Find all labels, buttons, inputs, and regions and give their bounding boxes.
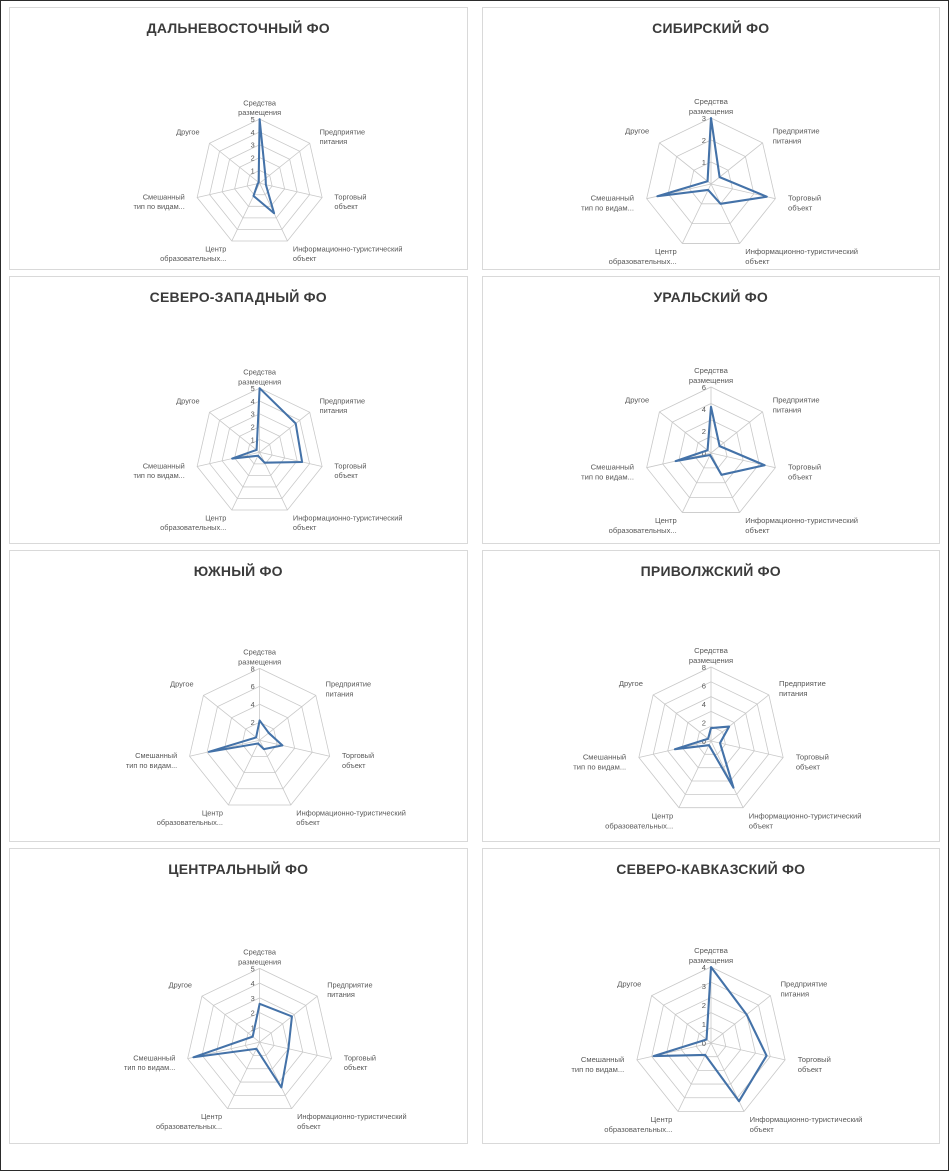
radar-axis-label: Центр образовательных... bbox=[156, 808, 223, 828]
radar-axis-label: Другое bbox=[168, 980, 193, 990]
radar-axis-label: Информационно-туристический объект bbox=[292, 513, 403, 533]
radial-tick-label: 1 bbox=[250, 435, 255, 445]
radar-axis-label: Средства размещения bbox=[689, 946, 734, 965]
radar-axis-label: Смешанный тип по видам... bbox=[123, 1053, 176, 1073]
radial-tick-label: 2 bbox=[250, 153, 255, 163]
radar-axis-label: Другое bbox=[176, 127, 200, 137]
radar-axis-label: Средства размещения bbox=[238, 647, 282, 667]
radar-chart bbox=[10, 581, 467, 842]
radar-axis-label: Торговый объект bbox=[788, 193, 822, 213]
chart-panel bbox=[482, 848, 941, 1144]
chart-title: ЦЕНТРАЛЬНЫЙ ФО bbox=[168, 861, 309, 877]
radar-chart bbox=[10, 307, 467, 544]
chart-panel bbox=[482, 7, 941, 270]
radar-axis-label: Информационно-туристический объект bbox=[745, 247, 859, 267]
radar-spoke bbox=[678, 1043, 711, 1111]
chart-panel bbox=[482, 276, 941, 544]
radial-tick-label: 2 bbox=[702, 136, 707, 145]
radar-axis-label: Смешанный тип по видам... bbox=[125, 751, 178, 770]
radar-chart bbox=[10, 38, 467, 270]
radar-axis-label: Центр образовательных... bbox=[160, 244, 227, 264]
radar-axis-label: Торговый объект bbox=[343, 1053, 377, 1073]
radar-chart bbox=[483, 581, 940, 842]
radar-axis-label: Информационно-туристический объект bbox=[292, 244, 403, 264]
radial-tick-label: 1 bbox=[250, 166, 255, 176]
radar-spoke bbox=[711, 412, 763, 453]
radial-tick-label: 2 bbox=[702, 1001, 707, 1010]
radar-spoke bbox=[232, 452, 260, 510]
chart-title: СИБИРСКИЙ ФО bbox=[652, 20, 770, 36]
radar-chart bbox=[10, 879, 467, 1144]
radar-axis-label: Торговый объект bbox=[334, 192, 367, 212]
radar-spoke bbox=[711, 143, 763, 184]
radial-tick-label: 6 bbox=[250, 682, 255, 692]
radar-axis-label: Предприятие питания bbox=[780, 979, 828, 999]
radial-tick-label: 1 bbox=[250, 1023, 255, 1033]
radar-axis-label: Центр образовательных... bbox=[608, 247, 677, 267]
radial-tick-label: 4 bbox=[702, 700, 707, 709]
radar-axis-label: Предприятие питания bbox=[319, 396, 366, 416]
radial-tick-label: 1 bbox=[702, 158, 707, 167]
radar-axis-label: Другое bbox=[170, 679, 194, 689]
chart-title: СЕВЕРО-ЗАПАДНЫЙ ФО bbox=[149, 289, 327, 305]
radar-axis-label: Предприятие питания bbox=[327, 980, 373, 1000]
radar-axis-label: Другое bbox=[619, 678, 644, 688]
radar-spoke bbox=[679, 741, 711, 808]
radar-axis-label: Центр образовательных... bbox=[608, 516, 677, 536]
chart-panel bbox=[9, 276, 468, 544]
radar-axis-label: Торговый объект bbox=[342, 751, 375, 770]
chart-title: СЕВЕРО-КАВКАЗСКИЙ ФО bbox=[616, 861, 806, 877]
radar-axis-label: Информационно-туристический объект bbox=[749, 1115, 863, 1135]
radar-axis-label: Средства размещения bbox=[689, 366, 734, 385]
radar-axis-label: Информационно-туристический объект bbox=[297, 1112, 407, 1131]
radar-axis-label: Информационно-туристический объект bbox=[745, 516, 859, 536]
radar-axis-label: Средства размещения bbox=[689, 97, 734, 116]
radial-tick-label: 5 bbox=[250, 384, 255, 394]
radar-axis-label: Смешанный тип по видам... bbox=[133, 192, 185, 212]
radial-tick-label: 3 bbox=[250, 409, 255, 419]
radar-spoke bbox=[711, 741, 743, 808]
radial-tick-label: 1 bbox=[702, 1020, 707, 1029]
radar-axis-label: Смешанный тип по видам... bbox=[573, 752, 627, 772]
radial-tick-label: 4 bbox=[702, 405, 707, 414]
radar-axis-label: Центр образовательных... bbox=[155, 1112, 223, 1131]
radial-tick-label: 2 bbox=[250, 422, 255, 432]
radial-tick-label: 6 bbox=[702, 681, 707, 691]
radar-axis-label: Предприятие питания bbox=[773, 126, 820, 146]
chart-title: ДАЛЬНЕВОСТОЧНЫЙ ФО bbox=[146, 20, 330, 36]
radar-axis-label: Другое bbox=[625, 126, 650, 136]
radar-axis-label: Предприятие питания bbox=[319, 127, 366, 147]
chart-panel bbox=[482, 550, 941, 842]
chart-title: ПРИВОЛЖСКИЙ ФО bbox=[640, 563, 781, 579]
radial-tick-label: 0 bbox=[702, 449, 707, 458]
chart-panel bbox=[9, 848, 468, 1144]
radar-chart bbox=[483, 307, 940, 544]
radial-tick-label: 8 bbox=[702, 663, 707, 672]
radar-series bbox=[658, 118, 767, 204]
radial-tick-label: 2 bbox=[250, 718, 255, 728]
radial-tick-label: 8 bbox=[250, 664, 255, 674]
radar-axis-label: Средства размещения bbox=[689, 646, 734, 665]
radar-chart bbox=[483, 38, 940, 270]
radial-tick-label: 3 bbox=[250, 993, 255, 1003]
radar-axis-label: Средства размещения bbox=[238, 367, 282, 387]
radar-axis-label: Другое bbox=[617, 979, 642, 989]
radar-series bbox=[232, 388, 302, 462]
radial-tick-label: 6 bbox=[702, 383, 707, 392]
radar-axis-label: Торговый объект bbox=[796, 752, 830, 772]
radial-tick-label: 0 bbox=[702, 737, 707, 746]
radar-axis-label: Информационно-туристический объект bbox=[296, 808, 406, 828]
radial-tick-label: 2 bbox=[250, 1008, 255, 1018]
radar-axis-label: Центр образовательных... bbox=[604, 1115, 673, 1135]
radar-axis-label: Торговый объект bbox=[798, 1054, 832, 1074]
radial-tick-label: 5 bbox=[250, 964, 255, 974]
radial-tick-label: 0 bbox=[702, 1039, 707, 1048]
radar-axis-label: Торговый объект bbox=[334, 461, 367, 481]
radar-axis-label: Информационно-туристический объект bbox=[749, 811, 862, 831]
radar-axis-label: Смешанный тип по видам... bbox=[133, 461, 185, 481]
radial-tick-label: 2 bbox=[702, 427, 707, 436]
radial-tick-label: 4 bbox=[250, 396, 255, 406]
chart-title: УРАЛЬСКИЙ ФО bbox=[653, 289, 769, 305]
radar-axis-label: Центр образовательных... bbox=[160, 513, 227, 533]
radial-tick-label: 4 bbox=[250, 979, 255, 989]
chart-panel bbox=[9, 7, 468, 270]
chart-title: ЮЖНЫЙ ФО bbox=[193, 563, 283, 579]
radar-series bbox=[209, 720, 283, 751]
radar-axis-label: Торговый объект bbox=[788, 462, 822, 482]
radar-series bbox=[193, 1004, 292, 1088]
radial-tick-label: 4 bbox=[250, 127, 255, 137]
radar-axis-label: Другое bbox=[176, 396, 200, 406]
radar-axis-label: Средства размещения bbox=[238, 947, 282, 967]
radar-chart bbox=[483, 879, 940, 1144]
radar-axis-label: Предприятие питания bbox=[325, 679, 372, 699]
radial-tick-label: 3 bbox=[250, 140, 255, 150]
radar-axis-label: Смешанный тип по видам... bbox=[581, 462, 635, 482]
radial-tick-label: 2 bbox=[702, 718, 707, 728]
radial-tick-label: 5 bbox=[250, 115, 255, 125]
radar-axis-label: Средства размещения bbox=[238, 98, 282, 118]
radar-axis-label: Смешанный тип по видам... bbox=[581, 193, 635, 213]
radar-axis-label: Центр образовательных... bbox=[605, 811, 674, 831]
radar-axis-label: Смешанный тип по видам... bbox=[571, 1054, 625, 1074]
radial-tick-label: 3 bbox=[702, 982, 707, 991]
radial-tick-label: 4 bbox=[250, 700, 255, 710]
chart-panel bbox=[9, 550, 468, 842]
radar-spoke bbox=[711, 184, 740, 243]
radar-axis-label: Предприятие питания bbox=[773, 395, 820, 415]
radar-axis-label: Предприятие питания bbox=[779, 678, 827, 698]
radial-tick-label: 4 bbox=[702, 963, 707, 972]
radar-axis-label: Другое bbox=[625, 395, 650, 405]
radial-tick-label: 3 bbox=[702, 114, 707, 123]
chart-grid bbox=[1, 1, 948, 1144]
